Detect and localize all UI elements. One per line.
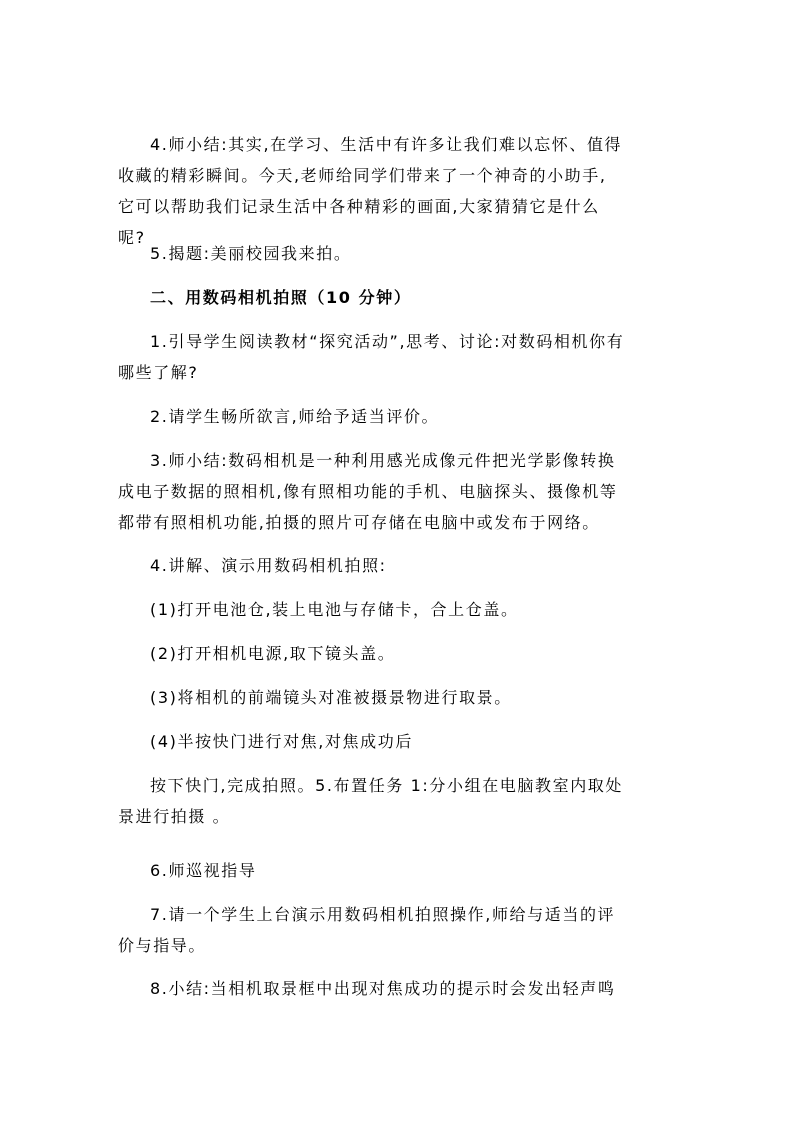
text-line: 二、用数码相机拍照（10 分钟） [150, 288, 412, 307]
section-heading [118, 282, 678, 313]
paragraph-reveal-topic [118, 238, 678, 269]
text-line: 按下快门,完成拍照。5.布置任务 1:分小组在电脑教室内取处 [150, 776, 624, 795]
text-line: 7.请一个学生上台演示用数码相机拍照操作,师给与适当的评 [150, 905, 616, 924]
text-line: 5.揭题:美丽校园我来拍。 [150, 244, 352, 263]
text-line: 4.讲解、演示用数码相机拍照: [150, 556, 387, 575]
text-line: 8.小结:当相机取景框中出现对焦成功的提示时会发出轻声鸣 [150, 979, 616, 998]
paragraph-step-2 [118, 638, 678, 669]
paragraph-press-shutter [118, 770, 678, 832]
text-line: (1)打开电池仓,装上电池与存储卡，合上仓盖。 [150, 600, 519, 619]
paragraph-students-speak [118, 401, 678, 432]
paragraph-guide-reading [118, 326, 678, 388]
text-line: 6.师巡视指导 [150, 861, 257, 880]
text-line: 价与指导。 [118, 936, 207, 955]
paragraph-summary-focus [118, 973, 678, 1004]
text-line: 3.师小结:数码相机是一种利用感光成像元件把光学影像转换 [150, 451, 616, 470]
paragraph-demo-intro [118, 550, 678, 581]
text-line: 成电子数据的照相机,像有照相功能的手机、电脑探头、摄像机等 [118, 482, 618, 501]
paragraph-teacher-summary-1 [118, 129, 678, 253]
text-line: 都带有照相机功能,拍摄的照片可存储在电脑中或发布于网络。 [118, 513, 600, 532]
paragraph-teacher-summary-2 [118, 445, 678, 538]
paragraph-student-demo [118, 899, 678, 961]
text-line: 景进行拍摄 。 [118, 807, 231, 826]
text-line: 2.请学生畅所欲言,师给予适当评价。 [150, 407, 440, 426]
paragraph-step-3 [118, 682, 678, 713]
text-line: 它可以帮助我们记录生活中各种精彩的画面,大家猜猜它是什么 [118, 197, 600, 216]
text-line: 收藏的精彩瞬间。今天,老师给同学们带来了一个神奇的小助手, [118, 166, 607, 185]
text-line: 1.引导学生阅读教材“探究活动”,思考、讨论:对数码相机你有 [150, 332, 625, 351]
paragraph-step-4 [118, 726, 678, 757]
text-line: 4.师小结:其实,在学习、生活中有许多让我们难以忘怀、值得 [150, 135, 623, 154]
text-line: (4)半按快门进行对焦,对焦成功后 [150, 732, 413, 751]
text-line: (3)将相机的前端镜头对准被摄景物进行取景。 [150, 688, 512, 707]
paragraph-teacher-patrol [118, 855, 678, 886]
text-line: 呢? [118, 228, 146, 247]
paragraph-step-1 [118, 594, 678, 625]
text-line: (2)打开相机电源,取下镜头盖。 [150, 644, 396, 663]
text-line: 哪些了解? [118, 363, 199, 382]
